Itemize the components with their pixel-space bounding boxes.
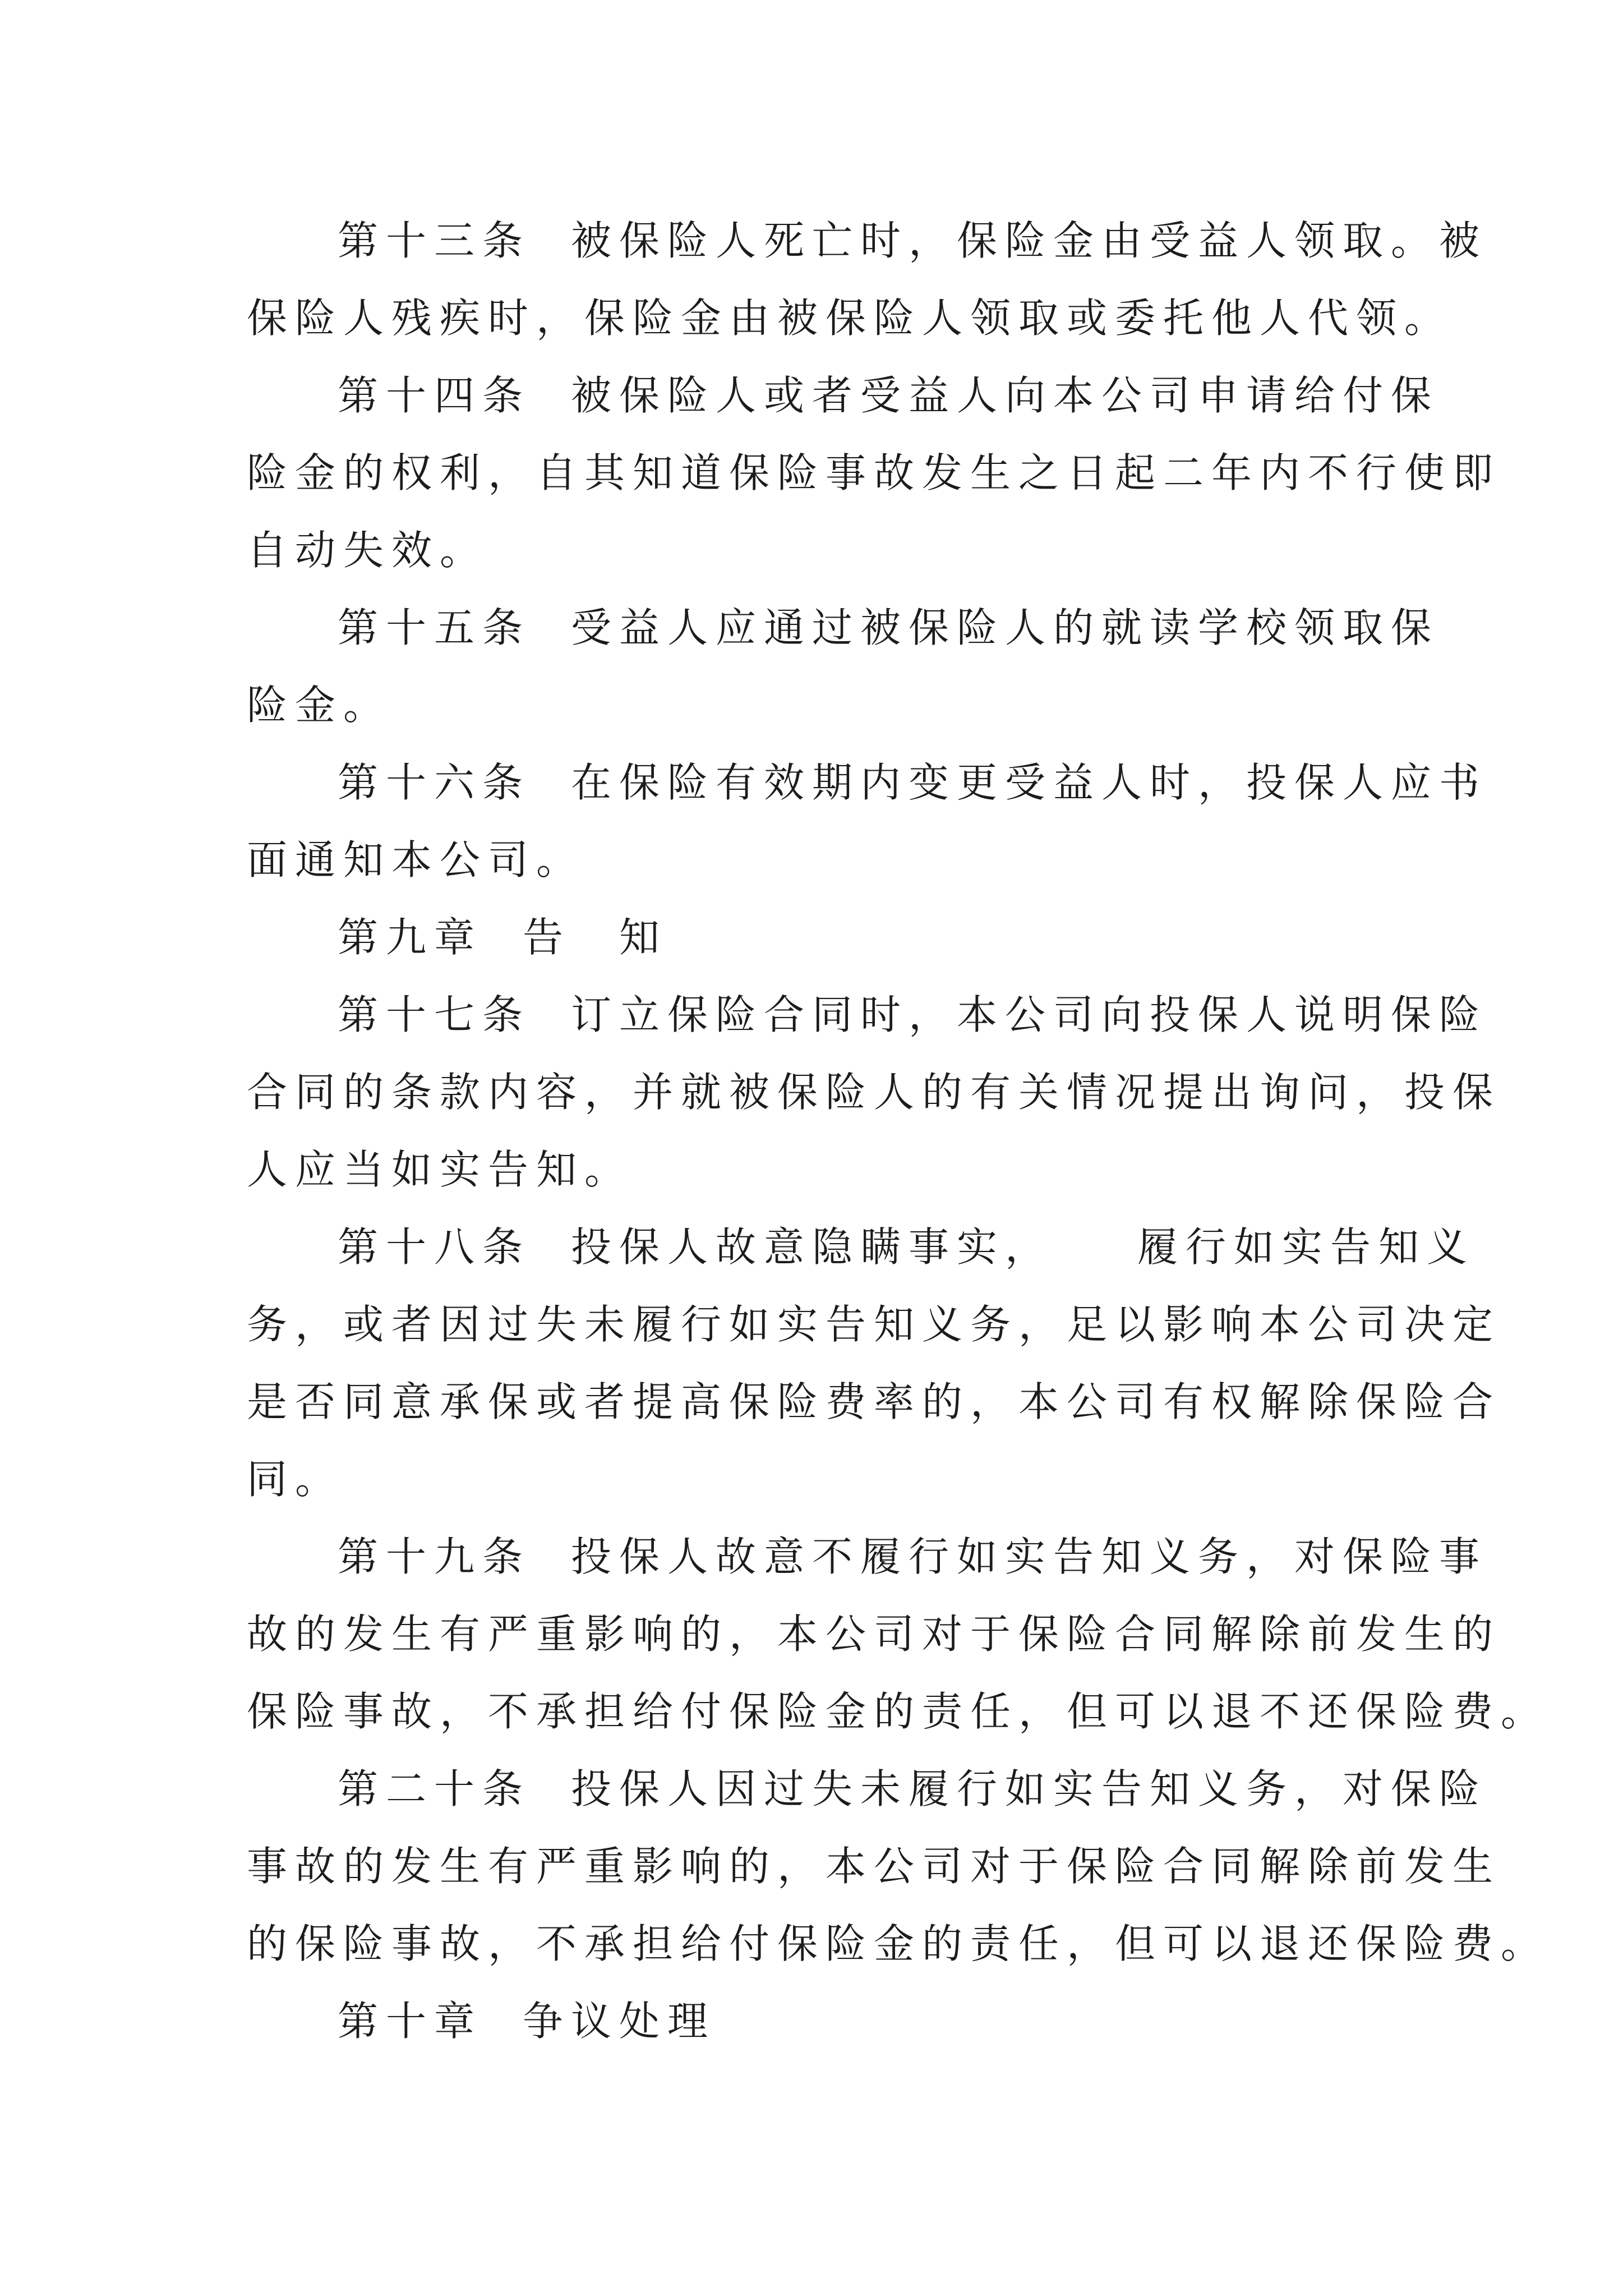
article-18-line-4: 同。 xyxy=(247,1456,344,1503)
article-text-continued: 履行如实告知义 xyxy=(1137,1223,1476,1271)
article-15-line-1 xyxy=(247,589,1440,666)
article-16-line-2: 面通知本公司。 xyxy=(247,836,585,884)
document-page xyxy=(247,202,1550,2060)
article-20-line-2: 事故的发生有严重影响的，本公司对于保险合同解除前发生 xyxy=(247,1843,1501,1890)
article-14-line-1 xyxy=(247,357,1440,434)
article-label: 第二十条 xyxy=(338,1765,531,1812)
article-18-line-1 xyxy=(247,1208,1476,1286)
article-14-line-3: 自动失效。 xyxy=(247,527,488,574)
article-text: 被保险人或者受益人向本公司申请给付保 xyxy=(571,372,1440,419)
article-16-line-1 xyxy=(247,744,1488,821)
chapter-label: 第十章 xyxy=(338,1998,483,2045)
article-19-line-1 xyxy=(247,1518,1488,1595)
chapter-10-heading xyxy=(247,1982,1391,2060)
article-text: 投保人故意隐瞒事实， xyxy=(571,1223,1054,1271)
article-label: 第十八条 xyxy=(338,1223,531,1271)
article-text: 受益人应通过被保险人的就读学校领取保 xyxy=(571,604,1440,651)
article-label: 第十四条 xyxy=(338,372,531,419)
article-text: 被保险人死亡时，保险金由受益人领取。被 xyxy=(571,217,1488,264)
article-17-line-3: 人应当如实告知。 xyxy=(247,1146,633,1193)
article-text: 订立保险合同时，本公司向投保人说明保险 xyxy=(571,991,1488,1038)
chapter-title: 告 知 xyxy=(523,914,668,961)
article-label: 第十六条 xyxy=(338,759,531,806)
article-17-line-2: 合同的条款内容，并就被保险人的有关情况提出询问，投保 xyxy=(247,1069,1501,1116)
article-label: 第十五条 xyxy=(338,604,531,651)
article-label: 第十七条 xyxy=(338,991,531,1038)
article-label: 第十九条 xyxy=(338,1533,531,1580)
article-17-line-1 xyxy=(247,976,1488,1053)
article-19-line-3: 保险事故，不承担给付保险金的责任，但可以退不还保险费。 xyxy=(247,1688,1550,1735)
article-18-line-2: 务，或者因过失未履行如实告知义务，足以影响本公司决定 xyxy=(247,1301,1501,1348)
article-label: 第十三条 xyxy=(338,217,531,264)
chapter-title: 争议处理 xyxy=(523,1998,716,2045)
article-18-line-3: 是否同意承保或者提高保险费率的，本公司有权解除保险合 xyxy=(247,1378,1501,1425)
article-19-line-2: 故的发生有严重影响的，本公司对于保险合同解除前发生的 xyxy=(247,1611,1501,1658)
article-text: 投保人故意不履行如实告知义务，对保险事 xyxy=(571,1533,1488,1580)
article-13-line-2: 保险人残疾时，保险金由被保险人领取或委托他人代领。 xyxy=(247,295,1453,342)
article-text: 投保人因过失未履行如实告知义务，对保险 xyxy=(571,1765,1488,1812)
article-20-line-1 xyxy=(247,1750,1488,1828)
article-text: 在保险有效期内变更受益人时，投保人应书 xyxy=(571,759,1488,806)
chapter-label: 第九章 xyxy=(338,914,483,961)
article-14-line-2: 险金的权利，自其知道保险事故发生之日起二年内不行使即 xyxy=(247,449,1501,496)
article-15-line-2: 险金。 xyxy=(247,682,392,729)
article-13-line-1 xyxy=(247,202,1488,279)
article-20-line-3: 的保险事故，不承担给付保险金的责任，但可以退还保险费。 xyxy=(247,1920,1550,1967)
chapter-9-heading xyxy=(247,899,1391,976)
